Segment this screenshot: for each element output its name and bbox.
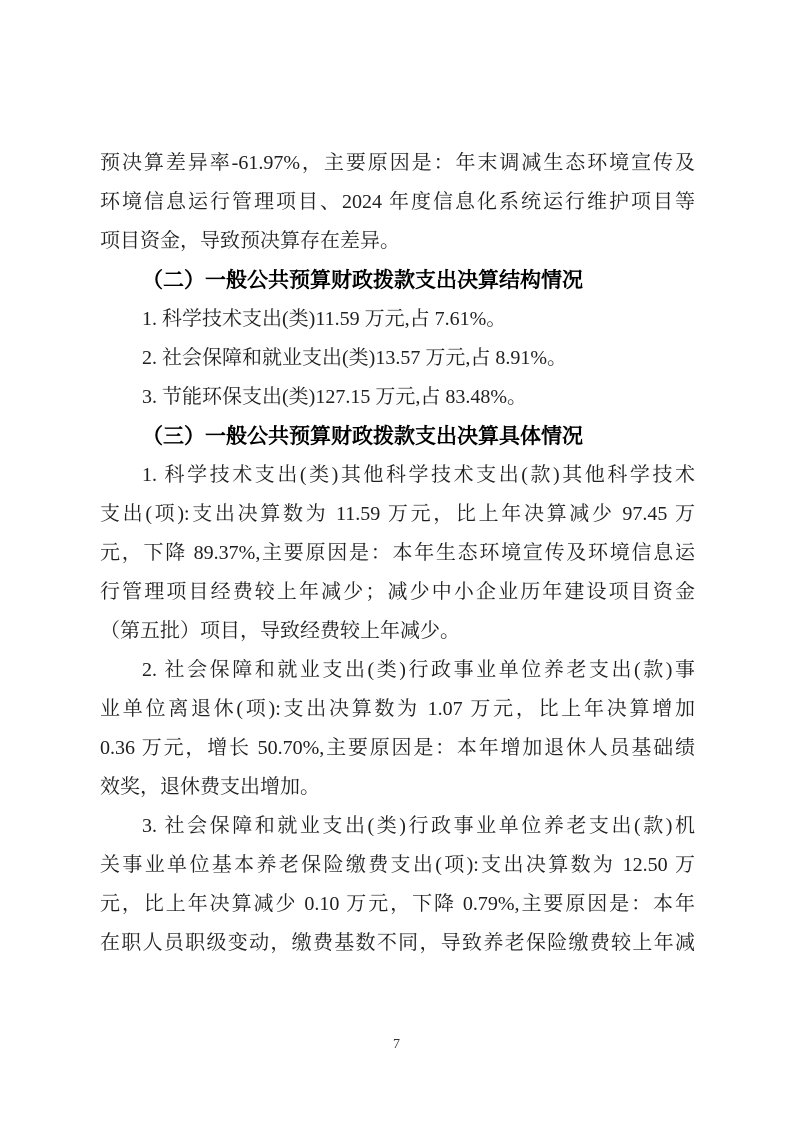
text-line: （三）一般公共预算财政拨款支出决算具体情况 bbox=[142, 425, 583, 448]
text-line: 项目资金，导致预决算存在差异。 bbox=[100, 230, 400, 252]
text-line: 预决算差异率-61.97%，主要原因是：年末调减生态环境宣传及 bbox=[100, 152, 695, 174]
text-line: 元，下降 89.37%,主要原因是：本年生态环境宣传及环境信息运 bbox=[100, 542, 695, 564]
text-line: 业单位离退休(项):支出决算数为 1.07 万元，比上年决算增加 bbox=[100, 698, 695, 720]
text-line: 3. 社会保障和就业支出(类)行政事业单位养老支出(款)机 bbox=[142, 815, 695, 837]
page-number: 7 bbox=[393, 1037, 400, 1052]
text-line: 效奖，退休费支出增加。 bbox=[100, 776, 320, 798]
text-line: 0.36 万元，增长 50.70%,主要原因是：本年增加退休人员基础绩 bbox=[100, 737, 695, 759]
text-line: 行管理项目经费较上年减少；减少中小企业历年建设项目资金 bbox=[100, 581, 695, 603]
text-line: 支出(项):支出决算数为 11.59 万元，比上年决算减少 97.45 万 bbox=[100, 503, 695, 525]
text-line: （二）一般公共预算财政拨款支出决算结构情况 bbox=[142, 269, 583, 292]
text-line: 2. 社会保障和就业支出(类)13.57 万元,占 8.91%。 bbox=[142, 347, 567, 369]
document-text-area bbox=[100, 144, 695, 963]
text-line: 3. 节能环保支出(类)127.15 万元,占 83.48%。 bbox=[142, 386, 527, 408]
text-line: 在职人员职级变动，缴费基数不同，导致养老保险缴费较上年减 bbox=[100, 932, 695, 954]
text-line: 1. 科学技术支出(类)其他科学技术支出(款)其他科学技术 bbox=[142, 464, 695, 486]
text-line: 1. 科学技术支出(类)11.59 万元,占 7.61%。 bbox=[142, 308, 507, 330]
text-line: （第五批）项目，导致经费较上年减少。 bbox=[100, 620, 460, 642]
text-line: 关事业单位基本养老保险缴费支出(项):支出决算数为 12.50 万 bbox=[100, 854, 695, 876]
text-line: 元，比上年决算减少 0.10 万元，下降 0.79%,主要原因是：本年 bbox=[100, 893, 695, 915]
text-line: 2. 社会保障和就业支出(类)行政事业单位养老支出(款)事 bbox=[142, 659, 695, 681]
text-line: 环境信息运行管理项目、2024 年度信息化系统运行维护项目等 bbox=[100, 191, 695, 213]
